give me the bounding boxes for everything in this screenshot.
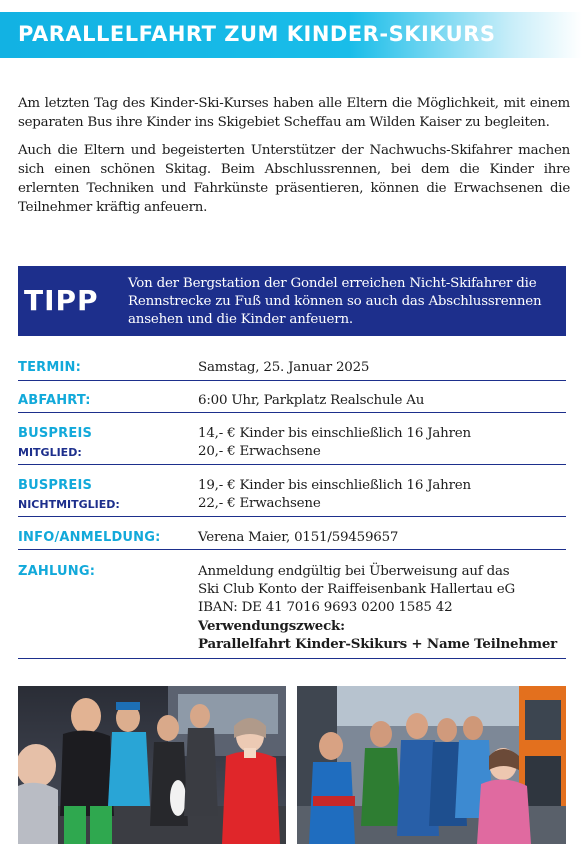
tipp-box [18, 266, 566, 336]
termin-label: TERMIN: [18, 360, 82, 375]
intro-paragraph-1: Am letzten Tag des Kinder-Ski-Kurses haben alle Eltern die Möglichkeit, mit einem separaten Bus ihre Kinder ins Skigebiet Scheffau am Wilden Kaiser zu begleiten. [18, 96, 570, 130]
zahlung-line-1: Anmeldung endgültig bei Überweisung auf das [198, 564, 510, 579]
buspreis-mitglied-sublabel: MITGLIED: [18, 446, 82, 459]
row-buspreis-mitglied [18, 424, 566, 465]
price-member-adults: 20,- € Erwachsene [198, 444, 321, 459]
tipp-label: TIPP [24, 284, 99, 317]
buspreis-nichtmitglied-label: BUSPREIS [18, 478, 93, 493]
intro-text [18, 94, 570, 226]
info-label: INFO/ANMELDUNG: [18, 530, 161, 545]
row-abfahrt [18, 391, 566, 413]
row-termin [18, 358, 566, 381]
abfahrt-value [198, 392, 566, 410]
zahlung-line-2: Ski Club Konto der Raiffeisenbank Hallertau eG [198, 582, 515, 597]
contact-name-phone: Verena Maier, 0151/59459657 [198, 530, 399, 545]
buspreis-mitglied-value [198, 425, 566, 461]
abfahrt-label: ABFAHRT: [18, 393, 91, 408]
termin-value [198, 359, 566, 377]
intro-paragraph-2: Auch die Eltern und begeisterten Unterstützer der Nachwuchs-Skifahrer machen sich einen schönen Skitag. Beim Abschlussrennen, bei dem die Kinder ihre erlernten Techniken und Fahrkünste präsentieren, können die Erwachsenen die Teilnehmer kräftig anfeuern. [18, 143, 570, 215]
buspreis-mitglied-label: BUSPREIS [18, 426, 93, 441]
title-banner [0, 12, 582, 58]
photo-group-left [18, 686, 286, 844]
row-info-anmeldung [18, 528, 566, 550]
zahlung-purpose-text: Parallelfahrt Kinder-Skikurs + Name Teilnehmer [198, 636, 558, 652]
price-nonmember-children: 19,- € Kinder bis einschließlich 16 Jahren [198, 478, 471, 493]
zahlung-purpose-label: Verwendungszweck: [198, 618, 345, 634]
info-value [198, 529, 566, 547]
zahlung-label: ZAHLUNG: [18, 564, 96, 579]
page-title: PARALLELFAHRT ZUM KINDER-SKIKURS [18, 22, 496, 46]
photo-group-right [297, 686, 566, 844]
termin-date: Samstag, 25. Januar 2025 [198, 360, 370, 375]
zahlung-iban: IBAN: DE 41 7016 9693 0200 1585 42 [198, 600, 453, 615]
buspreis-nichtmitglied-sublabel: NICHTMITGLIED: [18, 498, 120, 511]
row-buspreis-nichtmitglied [18, 476, 566, 517]
zahlung-value [198, 563, 566, 653]
buspreis-nichtmitglied-value [198, 477, 566, 513]
price-nonmember-adults: 22,- € Erwachsene [198, 496, 321, 511]
price-member-children: 14,- € Kinder bis einschließlich 16 Jahren [198, 426, 471, 441]
tipp-text: Von der Bergstation der Gondel erreichen Nicht-Skifahrer die Rennstrecke zu Fuß und können so auch das Abschlussrennen ansehen und die Kinder anfeuern. [128, 276, 542, 327]
abfahrt-time-place: 6:00 Uhr, Parkplatz Realschule Au [198, 393, 425, 408]
row-zahlung [18, 562, 566, 659]
